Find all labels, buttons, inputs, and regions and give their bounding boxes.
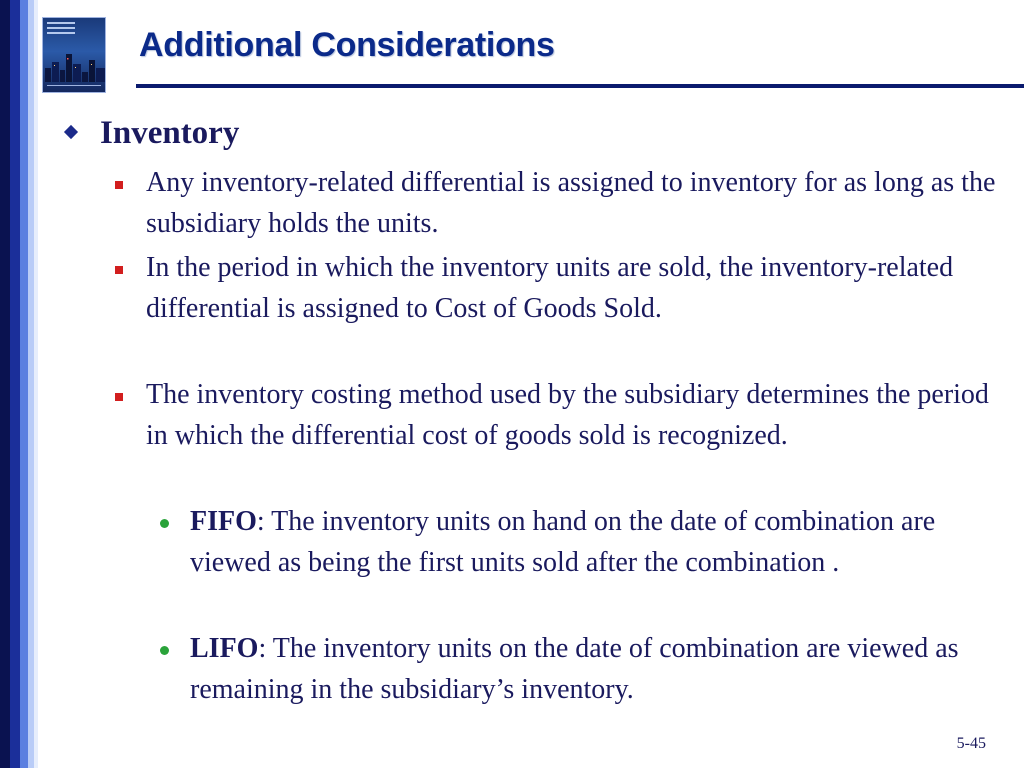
- bullet-heading: Inventory: [100, 115, 240, 151]
- method-item: [190, 628, 990, 710]
- method-description: : The inventory units on hand on the date of combination are viewed as being the first units sold after the combination .: [190, 506, 936, 578]
- square-bullet-icon: [115, 181, 123, 189]
- square-bullet-icon: [115, 393, 123, 401]
- method-term: FIFO: [190, 506, 257, 537]
- bullet-point: The inventory costing method used by the subsidiary determines the period in which the differential cost of goods sold is recognized.: [146, 379, 989, 451]
- bullet-point: Any inventory-related differential is assigned to inventory for as long as the subsidiary holds the units.: [146, 167, 996, 239]
- bullet-point: In the period in which the inventory units are sold, the inventory-related differential is assigned to Cost of Goods Sold.: [146, 252, 954, 324]
- square-bullet-icon: [115, 266, 123, 274]
- diamond-bullet-icon: [64, 125, 78, 139]
- method-term: LIFO: [190, 633, 259, 664]
- method-item: [190, 501, 990, 583]
- page-number: 5-45: [956, 735, 986, 752]
- method-description: : The inventory units on the date of combination are viewed as remaining in the subsidiary’s inventory.: [190, 633, 959, 705]
- round-bullet-icon: [160, 646, 169, 655]
- slide-title: Additional Considerations: [139, 26, 555, 64]
- round-bullet-icon: [160, 519, 169, 528]
